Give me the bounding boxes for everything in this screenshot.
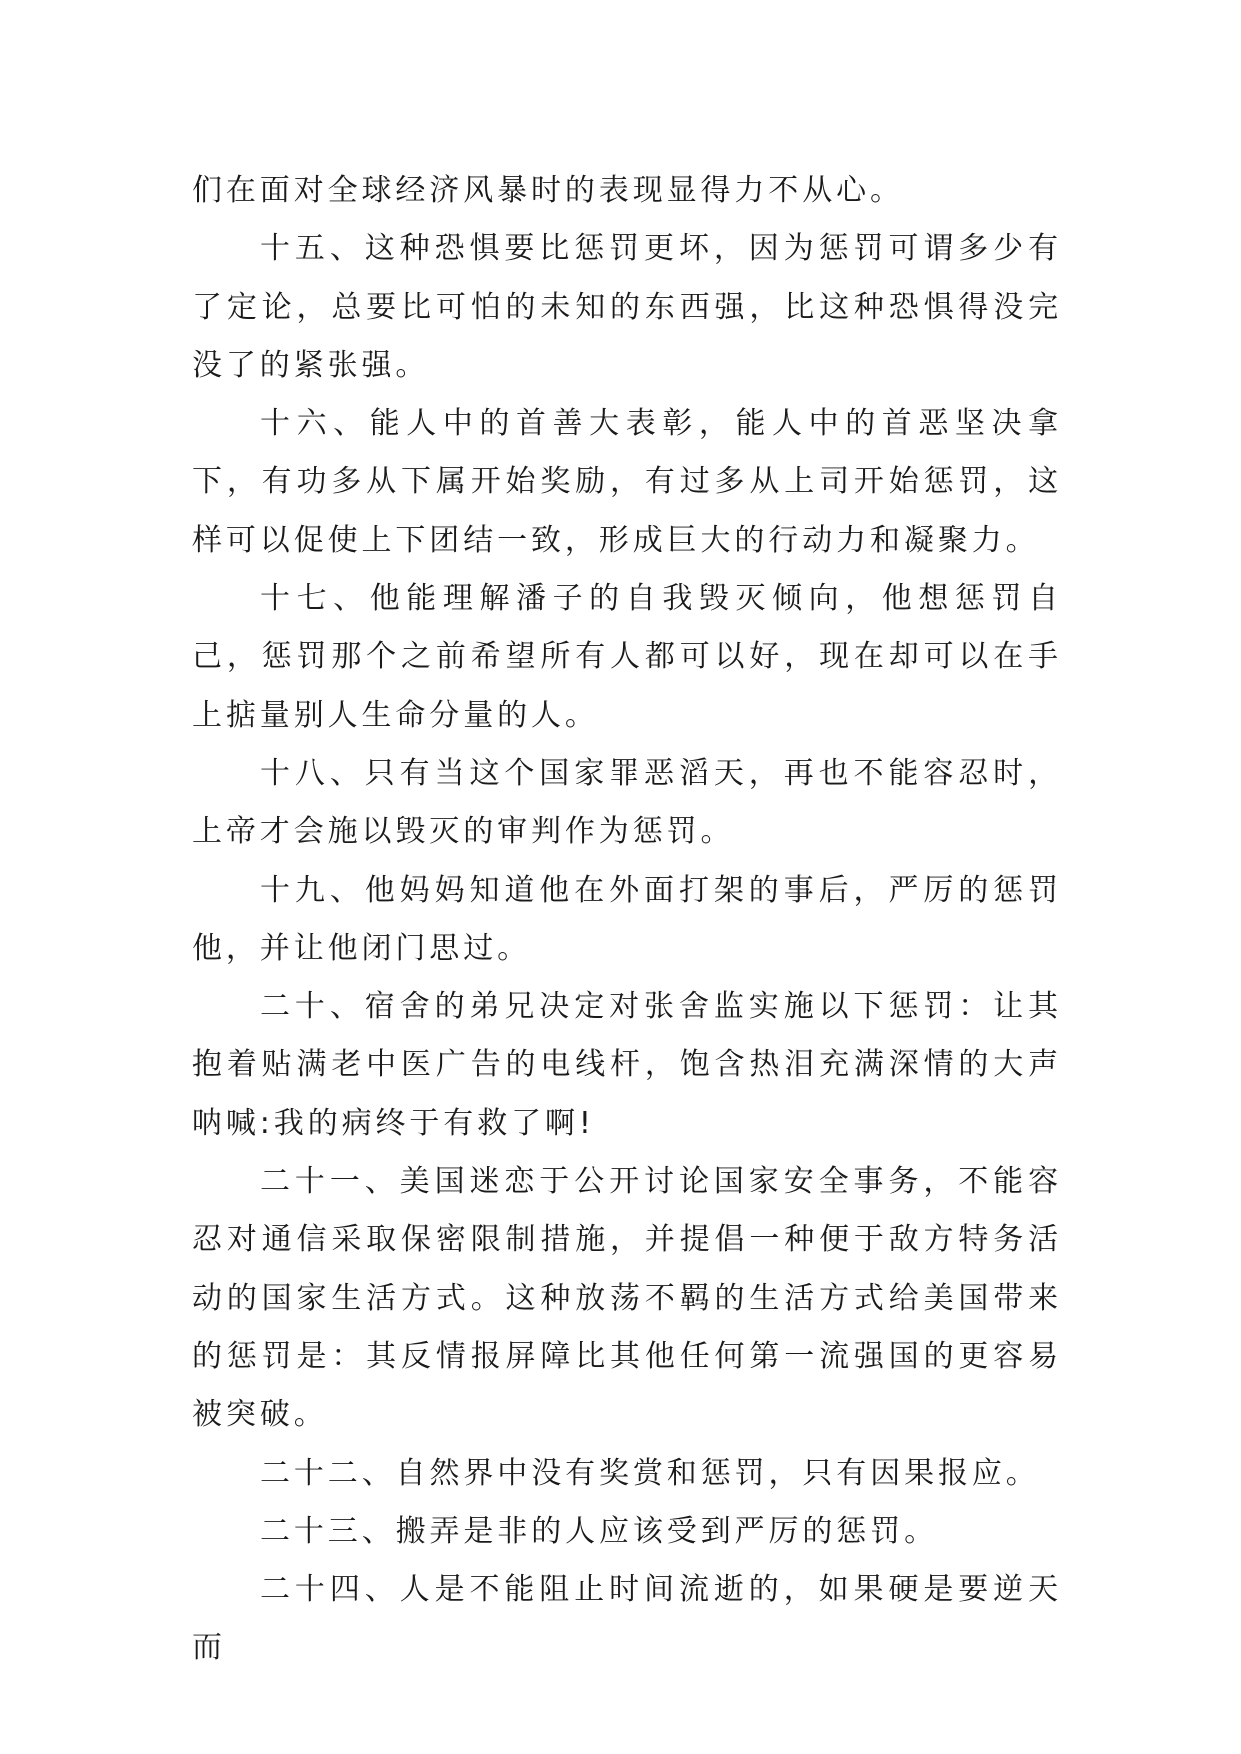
paragraph-24: 二十四、人是不能阻止时间流逝的，如果硬是要逆天而 bbox=[192, 1572, 1062, 1666]
paragraph-20: 二十、宿舍的弟兄决定对张舍监实施以下惩罚：让其抱着贴满老中医广告的电线杆，饱含热泪充满深情的大声呐喊:我的病终于有救了啊! bbox=[192, 989, 1062, 1141]
paragraph-17: 十七、他能理解潘子的自我毁灭倾向，他想惩罚自己，惩罚那个之前希望所有人都可以好，现在却可以在手上掂量别人生命分量的人。 bbox=[192, 581, 1062, 733]
paragraph-22: 二十二、自然界中没有奖赏和惩罚，只有因果报应。 bbox=[260, 1455, 1040, 1491]
paragraph-continuation: 们在面对全球经济风暴时的表现显得力不从心。 bbox=[192, 173, 904, 208]
paragraph-18: 十八、只有当这个国家罪恶滔天，再也不能容忍时，上帝才会施以毁灭的审判作为惩罚。 bbox=[192, 755, 1062, 850]
paragraph-23: 二十三、搬弄是非的人应该受到严厉的惩罚。 bbox=[260, 1513, 938, 1549]
paragraph-21: 二十一、美国迷恋于公开讨论国家安全事务，不能容忍对通信采取保密限制措施，并提倡一种便于敌方特务活动的国家生活方式。这种放荡不羁的生活方式给美国带来的惩罚是：其反情报屏障比其他任何第一流强国的更容易被突破。 bbox=[192, 1164, 1062, 1433]
paragraph-19: 十九、他妈妈知道他在外面打架的事后，严厉的惩罚他，并让他闭门思过。 bbox=[192, 872, 1062, 966]
paragraph-16: 十六、能人中的首善大表彰，能人中的首恶坚决拿下，有功多从下属开始奖励，有过多从上司开始惩罚，这样可以促使上下团结一致，形成巨大的行动力和凝聚力。 bbox=[192, 406, 1062, 558]
document-body bbox=[192, 162, 1062, 1678]
paragraph-15: 十五、这种恐惧要比惩罚更坏，因为惩罚可谓多少有了定论，总要比可怕的未知的东西强，比这种恐惧得没完没了的紧张强。 bbox=[192, 231, 1062, 383]
